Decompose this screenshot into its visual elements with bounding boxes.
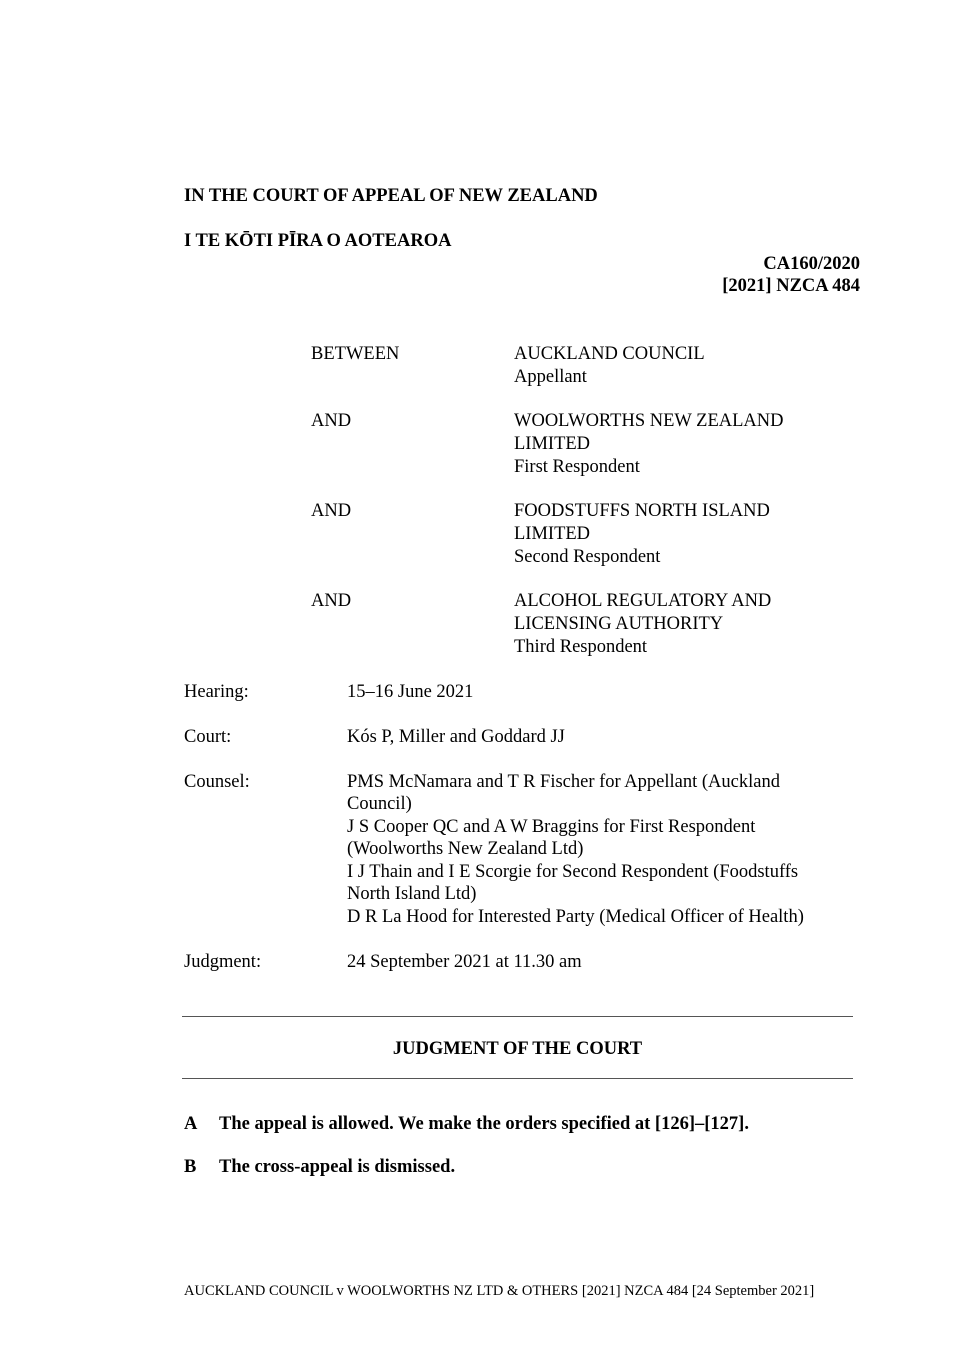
hearing-label: Hearing: <box>184 682 249 702</box>
neutral-citation: [2021] NZCA 484 <box>722 276 860 296</box>
counsel-line: I J Thain and I E Scorgie for Second Respondent (Foodstuffs <box>347 862 799 882</box>
order-text: The cross-appeal is dismissed. <box>219 1157 456 1177</box>
party-name: FOODSTUFFS NORTH ISLAND <box>514 501 770 521</box>
party-role: AND <box>311 591 352 611</box>
counsel-line: PMS McNamara and T R Fischer for Appellant (Auckland <box>347 772 780 792</box>
page-footer: AUCKLAND COUNCIL v WOOLWORTHS NZ LTD & OTHERS [2021] NZCA 484 [24 September 2021] <box>184 1283 815 1299</box>
party-role: BETWEEN <box>311 344 400 364</box>
party-designation: Appellant <box>514 367 587 387</box>
party-name-continued: LIMITED <box>514 434 591 454</box>
party-name-continued: LICENSING AUTHORITY <box>514 614 724 634</box>
court-title-maori: I TE KŌTI PĪRA O AOTEAROA <box>184 231 452 251</box>
party-role: AND <box>311 411 352 431</box>
order-text: The appeal is allowed. We make the orders specified at [126]–[127]. <box>219 1114 749 1134</box>
party-name-continued: LIMITED <box>514 524 591 544</box>
counsel-line: Council) <box>347 794 412 814</box>
judgment-label: Judgment: <box>184 952 262 972</box>
counsel-label: Counsel: <box>184 772 250 792</box>
party-designation: Second Respondent <box>514 547 661 567</box>
case-number: CA160/2020 <box>763 254 860 274</box>
party-name: WOOLWORTHS NEW ZEALAND <box>514 411 784 431</box>
counsel-line: (Woolworths New Zealand Ltd) <box>347 839 584 859</box>
judgment-heading: JUDGMENT OF THE COURT <box>392 1039 643 1059</box>
judgment-value: 24 September 2021 at 11.30 am <box>347 952 582 972</box>
party-role: AND <box>311 501 352 521</box>
court-title: IN THE COURT OF APPEAL OF NEW ZEALAND <box>184 186 598 206</box>
counsel-line: J S Cooper QC and A W Braggins for First Respondent <box>347 817 756 837</box>
party-name: ALCOHOL REGULATORY AND <box>514 591 772 611</box>
order-letter: B <box>184 1157 197 1177</box>
court-value: Kós P, Miller and Goddard JJ <box>347 727 565 747</box>
counsel-line: North Island Ltd) <box>347 884 477 904</box>
party-name: AUCKLAND COUNCIL <box>514 344 705 364</box>
party-designation: First Respondent <box>514 457 640 477</box>
court-label: Court: <box>184 727 232 747</box>
divider-top <box>182 1016 853 1017</box>
counsel-line: D R La Hood for Interested Party (Medical Officer of Health) <box>347 907 804 927</box>
order-letter: A <box>184 1114 198 1134</box>
hearing-value: 15–16 June 2021 <box>347 682 474 702</box>
divider-bottom <box>182 1078 853 1079</box>
party-designation: Third Respondent <box>514 637 648 657</box>
